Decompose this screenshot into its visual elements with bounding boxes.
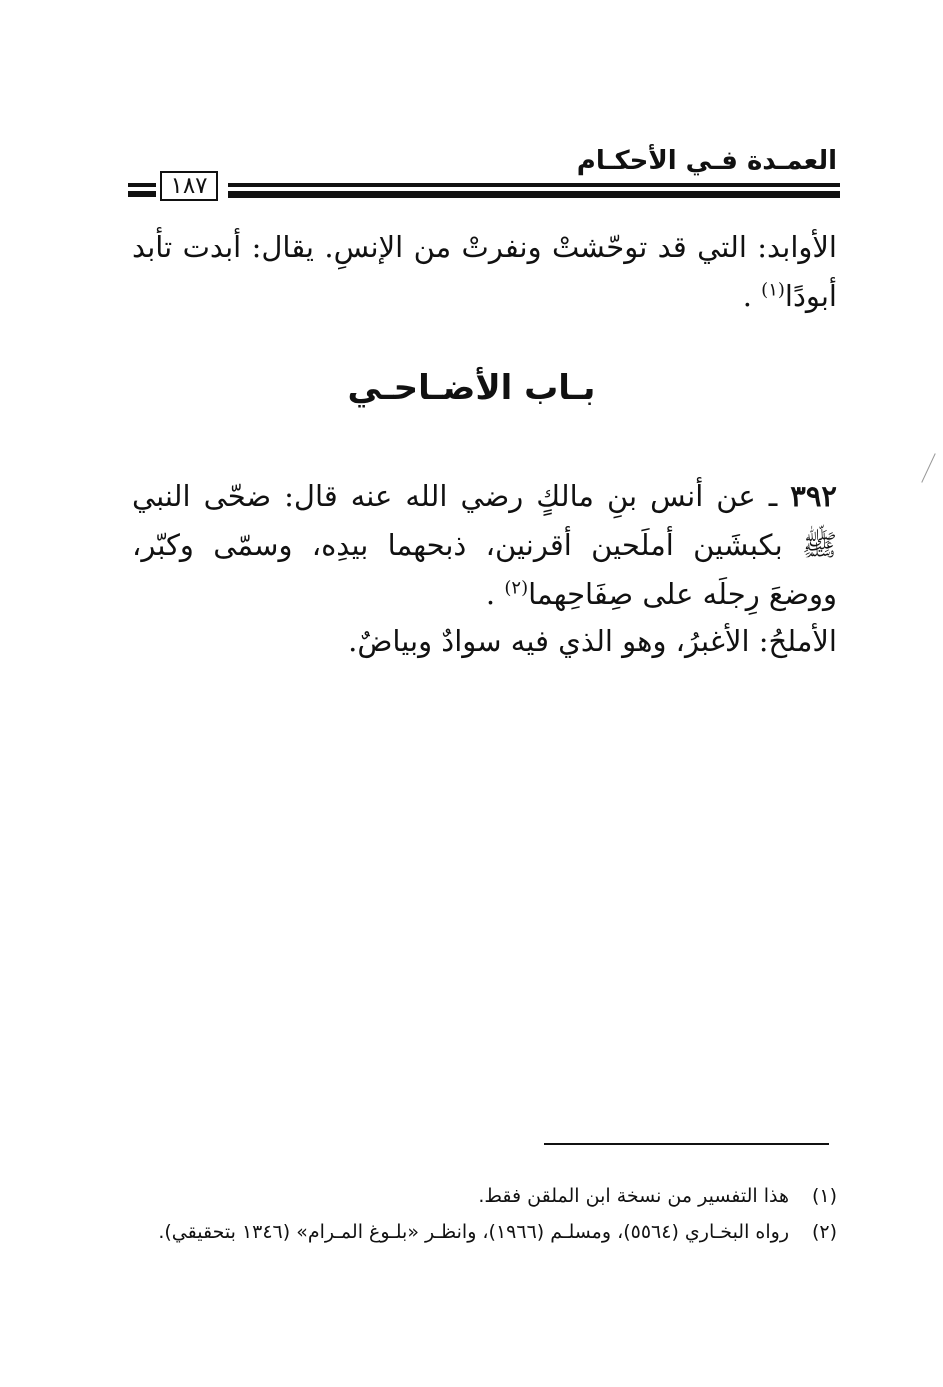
paragraph-1-end: . [742,279,752,313]
footnote-reference-2: (٢) [504,577,529,599]
header-rule-top [228,183,840,187]
chapter-title: بـاب الأضـاحـي [347,368,596,408]
hadith-end: . [485,577,496,611]
hadith-number: ٣٩٢ [790,479,837,513]
footnote-marker: (١) [811,1185,837,1207]
footnote-marker: (٢) [811,1221,837,1243]
header-rule-bottom [228,191,840,198]
footnote-item [128,1214,837,1250]
paragraph-awabid-definition [132,223,837,321]
page-number: ١٨٧ [160,171,218,201]
header-rule-small-top [128,183,156,187]
paragraph-1-text: الأوابد: التي قد توحّشتْ ونفرتْ من الإنسِ. يقال: أبدت تأبد أبودًا [132,230,837,313]
paragraph-amlah-definition: الأملحُ: الأغبرُ، وهو الذي فيه سوادٌ وبياضٌ. [348,624,837,658]
footnote-reference-1: (١) [761,279,785,301]
footnote-text: هذا التفسير من نسخة ابن الملقن فقط. [478,1185,789,1207]
hadith-text: ـ عن أنس بنِ مالكٍ رضي الله عنه قال: ضحّى النبي ﷺ بكبشَين أملَحين أقرنين، ذبحهما بيدِه، وسمّى وكبّر، ووضعَ رِجلَه على صِفَاحِهما [132,479,837,611]
footnote-separator [544,1143,829,1145]
footnotes-section [128,1178,837,1250]
scan-artifact-mark [921,453,935,482]
footnote-text: رواه البخـاري (٥٥٦٤)، ومسلـم (١٩٦٦)، وانظـر «بلـوغ المـرام» (١٣٤٦ بتحقيقي). [158,1221,789,1243]
header-rule-small-bottom [128,191,156,197]
footnote-item [128,1178,837,1214]
hadith-paragraph [132,472,837,619]
running-header-title: العمـدة فـي الأحكـام [576,146,837,176]
